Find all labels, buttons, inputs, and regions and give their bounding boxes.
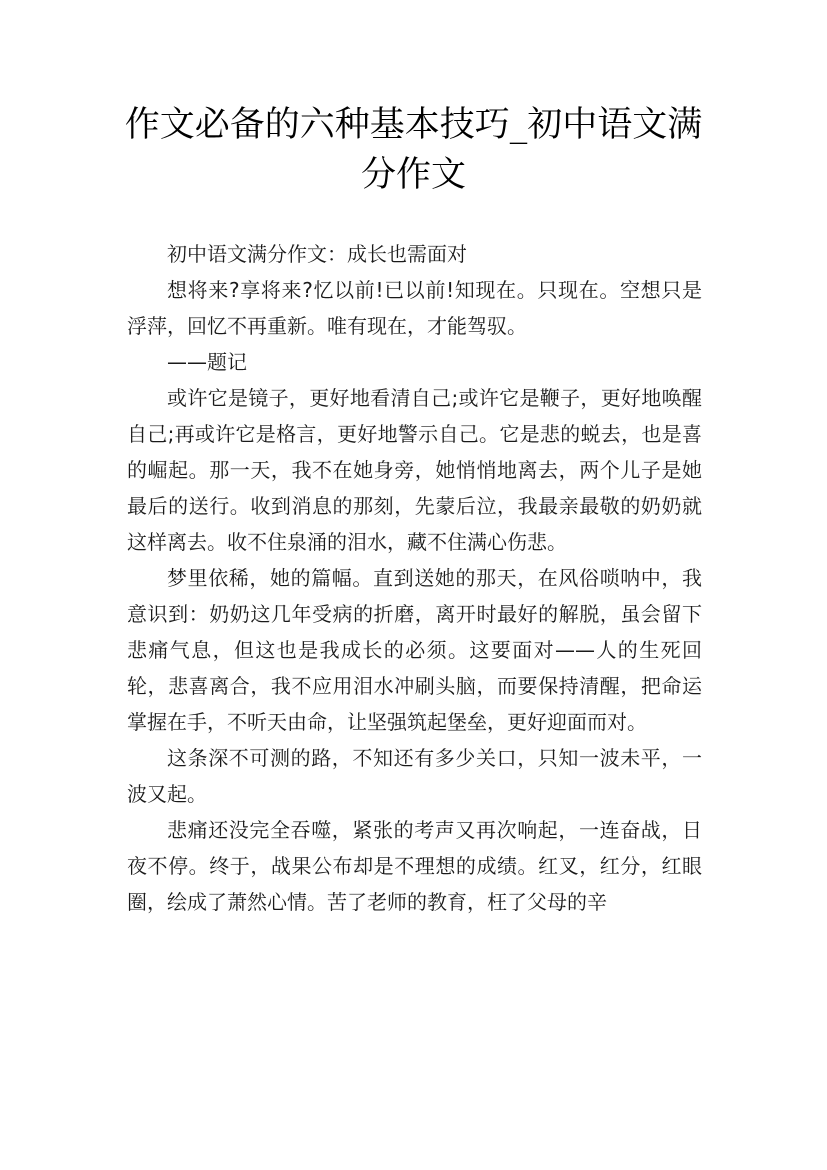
body-paragraph: 悲痛还没完全吞噬，紧张的考声又再次响起，一连奋战，日夜不停。终于，战果公布却是不理想的成绩。红叉，红分，红眼圈，绘成了萧然心情。苦了老师的教育，枉了父母的辛	[127, 818, 702, 914]
body-paragraph: 梦里依稀，她的篇幅。直到送她的那天，在风俗唢呐中，我意识到：奶奶这几年受病的折磨，离开时最好的解脱，虽会留下悲痛气息，但这也是我成长的必须。这要面对——人的生死回轮，悲喜离合，我不应用泪水冲刷头脑，而要保持清醒，把命运掌握在手，不听天由命，让坚强筑起堡垒，更好迎面而对。	[127, 566, 702, 734]
epigraph-attribution: ——题记	[167, 350, 247, 374]
document-body	[127, 236, 702, 920]
body-paragraph: 这条深不可测的路，不知还有多少关口，只知一波未平，一波又起。	[127, 746, 702, 806]
subtitle-paragraph: 初中语文满分作文：成长也需面对	[167, 242, 467, 266]
epigraph-paragraph: 想将来?享将来?忆以前!已以前!知现在。只现在。空想只是浮萍，回忆不再重新。唯有现在，才能驾驭。	[127, 278, 702, 338]
document-title: 作文必备的六种基本技巧_初中语文满分作文	[124, 105, 703, 195]
body-paragraph: 或许它是镜子，更好地看清自己;或许它是鞭子，更好地唤醒自己;再或许它是格言，更好地警示自己。它是悲的蜕去，也是喜的崛起。那一天，我不在她身旁，她悄悄地离去，两个儿子是她最后的送行。收到消息的那刻，先蒙后泣，我最亲最敬的奶奶就这样离去。收不住泉涌的泪水，藏不住满心伤悲。	[127, 386, 702, 554]
